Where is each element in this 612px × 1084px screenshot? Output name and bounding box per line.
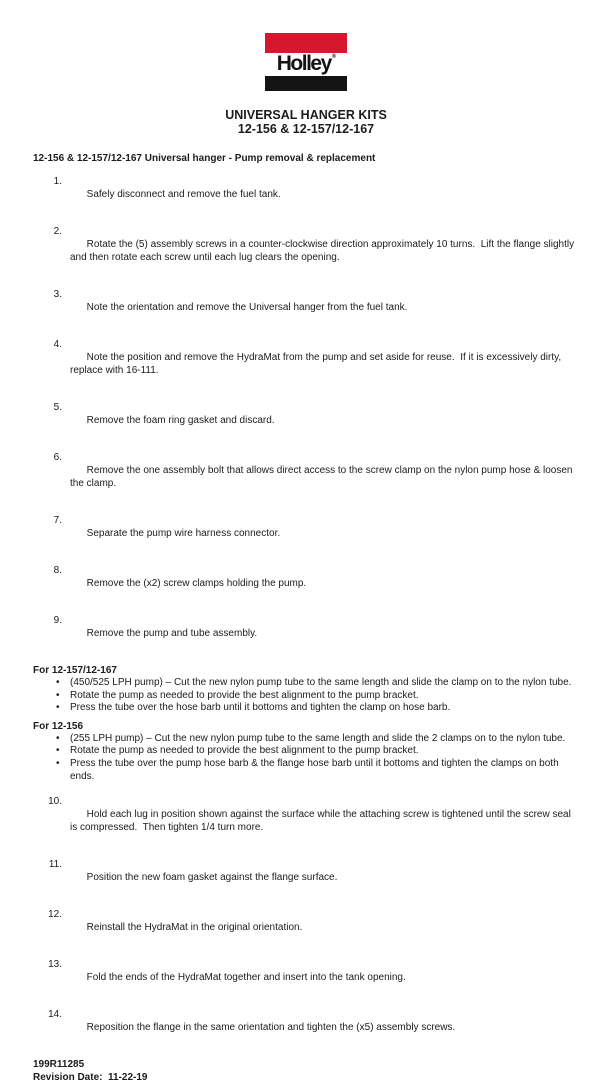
step-number: 12. [48, 909, 62, 921]
step-number: 1. [53, 176, 62, 187]
step-item [33, 401, 579, 440]
document-footer [33, 1058, 579, 1084]
step-text: Position the new foam gasket against the flange surface. [86, 872, 338, 884]
step-text: Fold the ends of the HydraMat together and insert into the tank opening. [86, 972, 406, 984]
step-text: Remove the foam ring gasket and discard. [86, 415, 275, 426]
document-title [33, 108, 579, 136]
step-item [33, 614, 579, 653]
step-number: 11. [48, 859, 62, 871]
step-text: Note the position and remove the HydraMat from the pump and set aside for reuse. If it is excessively dirty, replace with 16-111. [70, 352, 564, 376]
logo-black-band [265, 76, 347, 91]
step-number: 2. [53, 226, 62, 237]
bullet-item: • Rotate the pump as needed to provide the best alignment to the pump bracket. [33, 745, 579, 758]
instruction-list-steps-10-14 [33, 795, 579, 1047]
step-item [33, 288, 579, 327]
step-number: 9. [53, 615, 62, 626]
step-text: Reposition the flange in the same orientation and tighten the (x5) assembly screws. [86, 1022, 456, 1034]
bullet-item: • Press the tube over the hose barb until it bottoms and tighten the clamp on hose barb. [33, 702, 579, 715]
part-number: 199R11285 [33, 1059, 85, 1071]
bullet-item: • Press the tube over the pump hose barb & the flange hose barb until it bottoms and tighten the clamps on both ends. [33, 758, 579, 783]
bullet-list [33, 677, 579, 715]
step-item [33, 175, 579, 214]
step-number: 6. [53, 452, 62, 463]
step-number: 5. [53, 402, 62, 413]
step-item [33, 225, 579, 277]
revision-date: Revision Date: 11-22-19 [33, 1072, 148, 1084]
subsection-title: For 12-156 [33, 720, 84, 732]
step-text: Reinstall the HydraMat in the original orientation. [86, 922, 303, 934]
bullet-item: • Rotate the pump as needed to provide the best alignment to the pump bracket. [33, 690, 579, 703]
holley-wordmark: Holley [276, 51, 331, 76]
step-number: 10. [48, 796, 62, 808]
step-number: 3. [53, 289, 62, 300]
step-item [33, 958, 579, 997]
step-text: Hold each lug in position shown against the surface while the attaching screw is tightened until the screw seal is compressed. Then tighten 1/4 turn more. [70, 809, 574, 834]
subsection-12-156 [33, 720, 579, 783]
step-number: 14. [48, 1009, 62, 1021]
step-item [33, 858, 579, 897]
bullet-list [33, 733, 579, 783]
logo-red-band [265, 33, 347, 53]
step-item [33, 1008, 579, 1047]
step-item [33, 514, 579, 553]
step-item [33, 564, 579, 603]
step-item [33, 338, 579, 390]
step-item [33, 908, 579, 947]
step-text: Remove the (x2) screw clamps holding the pump. [86, 578, 307, 589]
step-text: Remove the one assembly bolt that allows direct access to the screw clamp on the nylon pump hose & loosen the clamp. [70, 465, 576, 489]
step-item [33, 451, 579, 503]
step-text: Safely disconnect and remove the fuel tank. [86, 189, 281, 200]
subsection-title: For 12-157/12-167 [33, 665, 117, 676]
instruction-list-steps-1-9 [33, 175, 579, 653]
step-number: 13. [48, 959, 62, 971]
step-text: Note the orientation and remove the Universal hanger from the fuel tank. [86, 302, 408, 313]
step-text: Rotate the (5) assembly screws in a counter-clockwise direction approximately 10 turns. Lift the flange slightly and then rotate each screw until each lug clears the opening. [70, 239, 577, 263]
step-text: Separate the pump wire harness connector. [86, 528, 281, 539]
step-number: 7. [53, 515, 62, 526]
bullet-item: • (450/525 LPH pump) – Cut the new nylon pump tube to the same length and slide the clamp on to the nylon tube. [33, 677, 579, 690]
bullet-item: • (255 LPH pump) – Cut the new nylon pump tube to the same length and slide the 2 clamps on to the nylon tube. [33, 733, 579, 746]
title-line-1: UNIVERSAL HANGER KITS [225, 108, 387, 122]
title-line-2: 12-156 & 12-157/12-167 [237, 122, 375, 136]
registered-trademark-icon: ® [331, 53, 337, 60]
holley-logo [265, 33, 347, 91]
step-number: 8. [53, 565, 62, 576]
section-heading: 12-156 & 12-157/12-167 Universal hanger - Pump removal & replacement [33, 153, 376, 164]
step-number: 4. [53, 339, 62, 350]
subsection-12-157-12-167 [33, 664, 579, 715]
logo-wordmark-band [265, 53, 347, 74]
step-text: Remove the pump and tube assembly. [86, 628, 258, 639]
step-item [33, 795, 579, 847]
